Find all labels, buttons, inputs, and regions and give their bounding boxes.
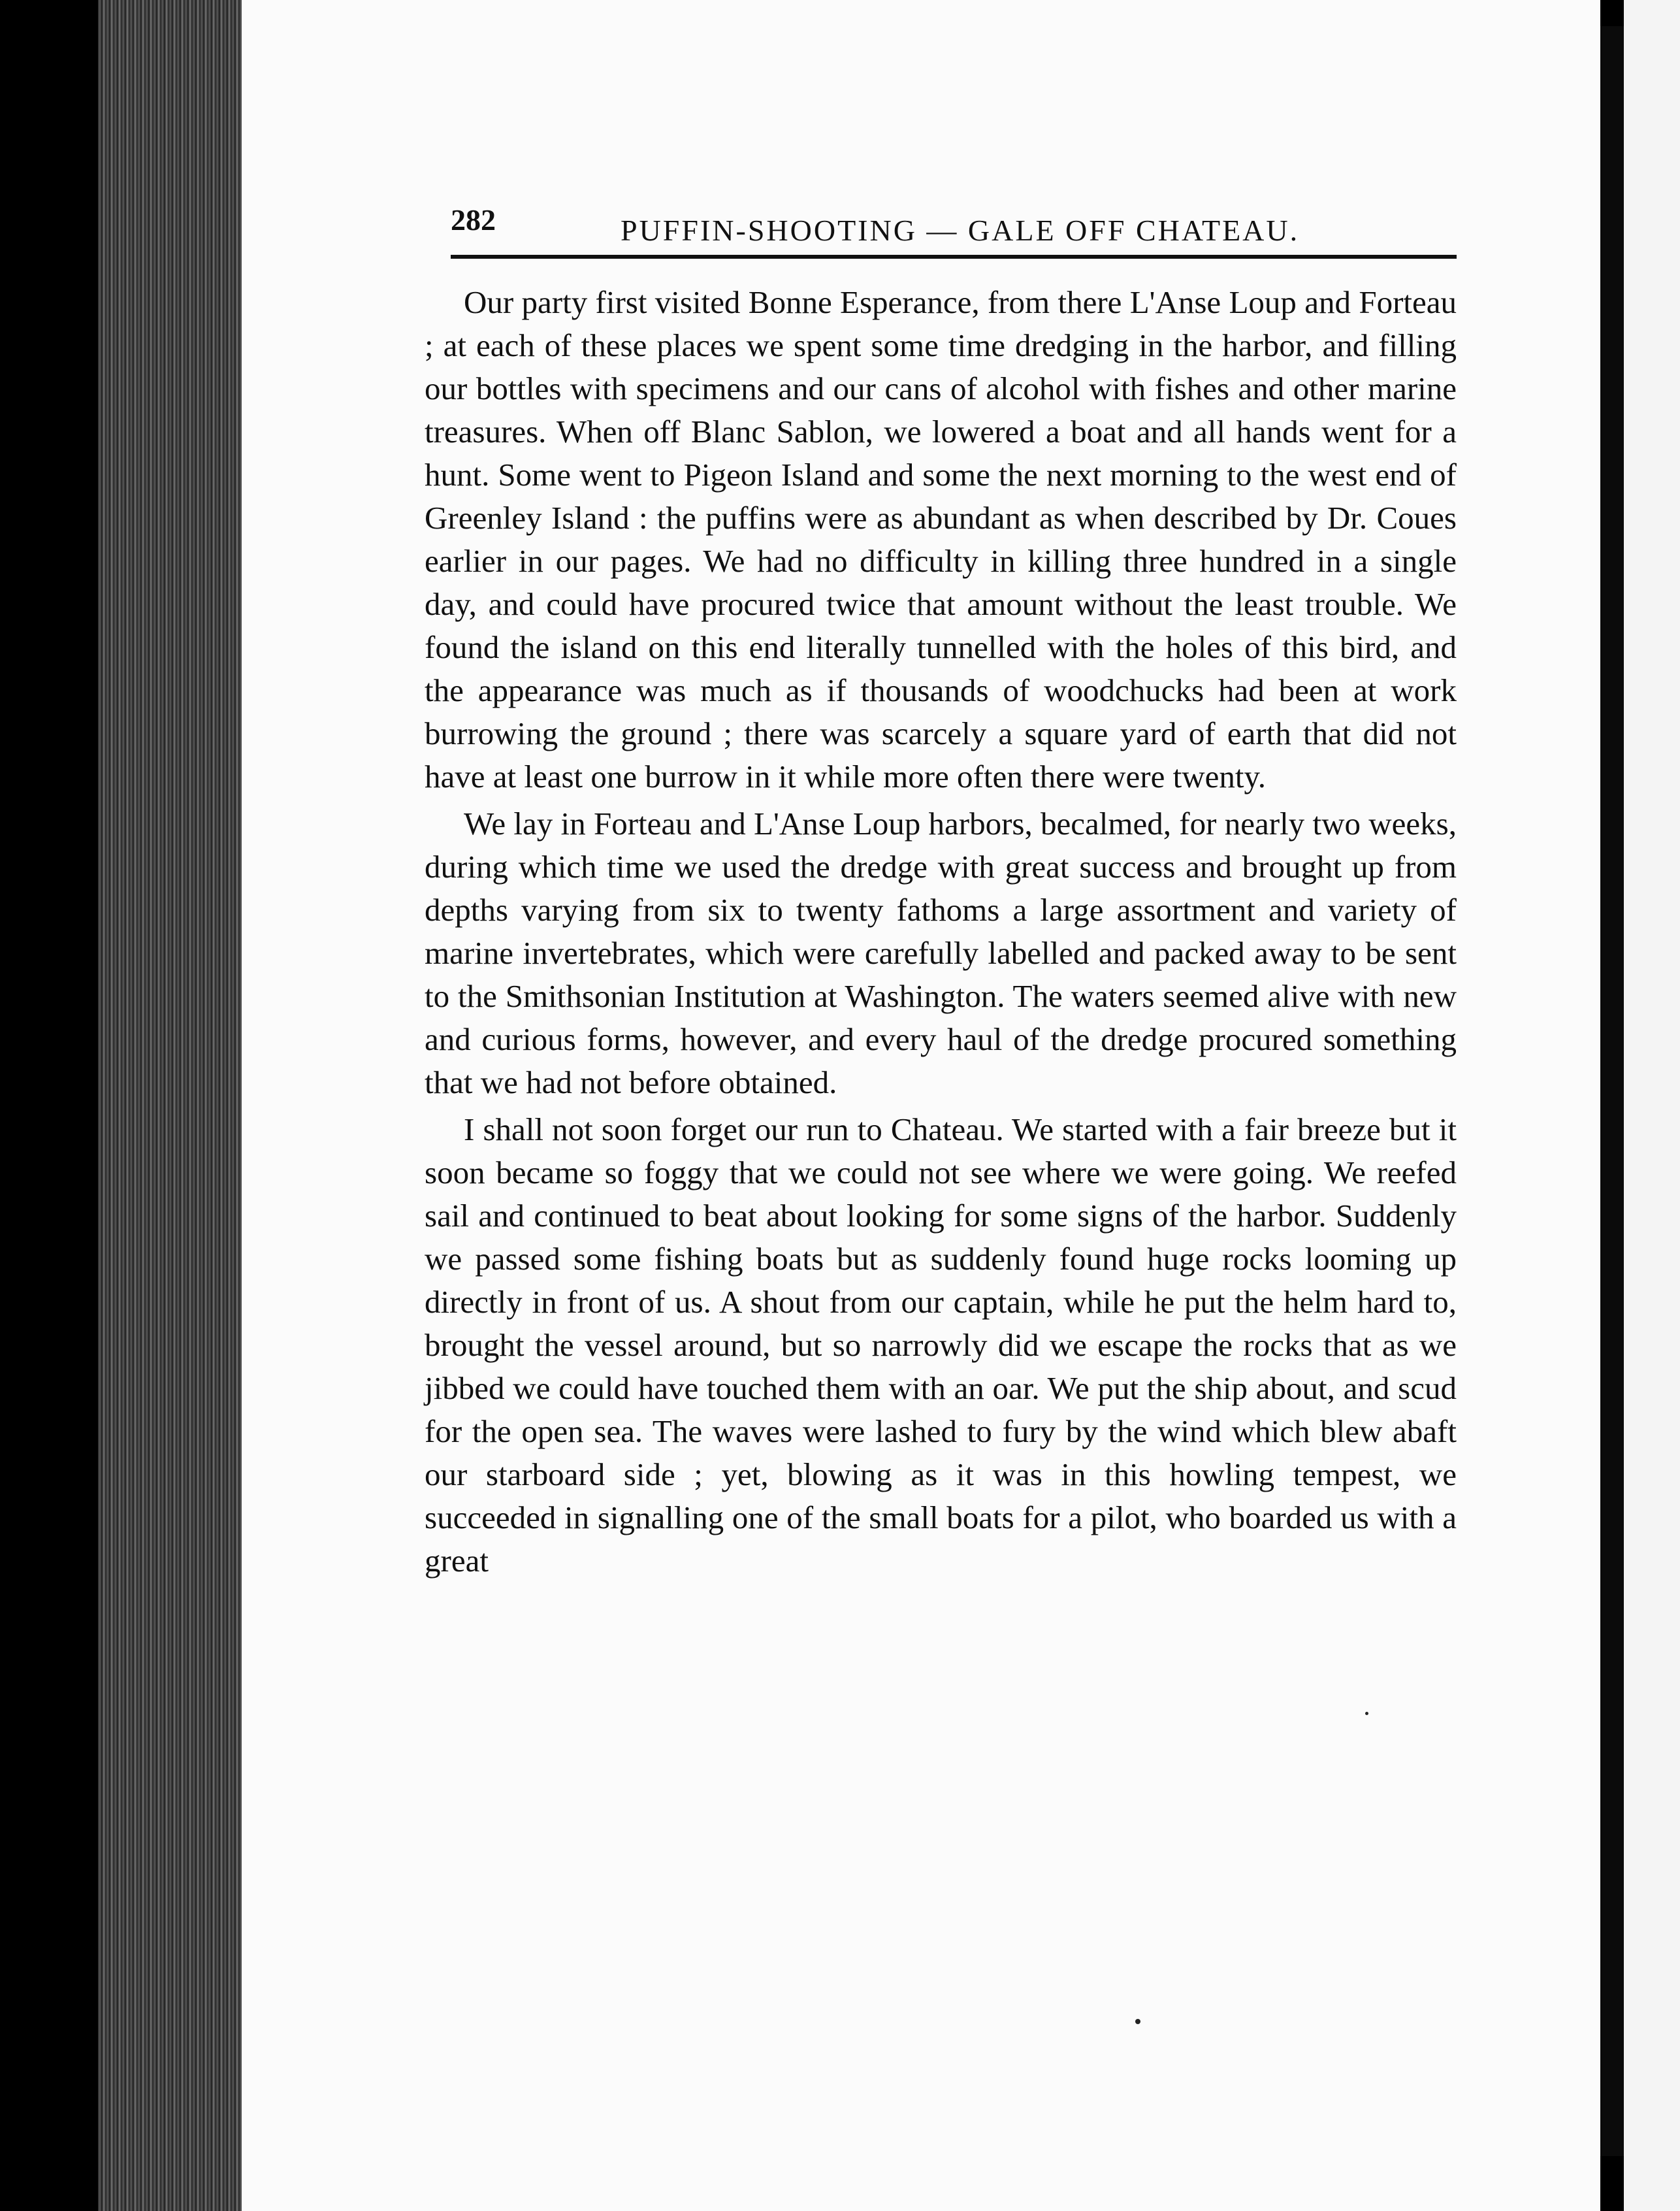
paragraph-1: Our party first visited Bonne Esperance, from there L'Anse Loup and Forteau ; at each of these places we spent some time dredging in the harbor, and filling our bottles with specimens and our cans of alcohol with fishes and other marine treasures. When off Blanc Sablon, we lowered a boat and all hands went for a hunt. Some went to Pigeon Island and some the next morning to the west end of Greenley Island : the puffins were as abundant as when described by Dr. Coues earlier in our pages. We had no difficulty in killing three hundred in a single day, and could have procured twice that amount without the least trouble. We found the island on this end literally tunnelled with the holes of this bird, and the appearance was much as if thousands of woodchucks had been at work burrowing the ground ; there was scarcely a square yard of earth that did not have at least one burrow in it while more often there were twenty.: [425, 284, 1457, 794]
scan-speck: [1365, 1712, 1368, 1715]
body-text: [425, 281, 1457, 1586]
page-number: 282: [451, 203, 496, 237]
scan-speck: [1135, 2019, 1140, 2024]
running-head: PUFFIN-SHOOTING — GALE OFF CHATEAU.: [621, 214, 1300, 247]
page-header: [451, 196, 1457, 259]
facing-page-margin: [1624, 0, 1680, 2211]
paragraph-3: I shall not soon forget our run to Chateau. We started with a fair breeze but it soon became so foggy that we could not see where we were going. We reefed sail and continued to beat about looking for some signs of the harbor. Suddenly we passed some fishing boats but as suddenly found huge rocks looming up directly in front of us. A shout from our captain, while he put the helm hard to, brought the vessel around, but so narrowly did we escape the rocks that as we jibbed we could have touched them with an oar. We put the ship about, and scud for the open sea. The waves were lashed to fury by the wind which blew abaft our starboard side ; yet, blowing as it was in this howling tempest, we succeeded in signalling one of the small boats for a pilot, who boarded us with a great: [425, 1111, 1457, 1579]
facing-page-edge: [1600, 26, 1624, 2156]
book-page-edges: [98, 0, 248, 2211]
paragraph-2: We lay in Forteau and L'Anse Loup harbors, becalmed, for nearly two weeks, during which time we used the dredge with great success and brought up from depths varying from six to twenty fathoms a large assortment and variety of marine invertebrates, which were carefully labelled and packed away to be sent to the Smithsonian Institution at Washington. The waters seemed alive with new and curious forms, however, and every haul of the dredge procured something that we had not before obtained.: [425, 806, 1457, 1100]
